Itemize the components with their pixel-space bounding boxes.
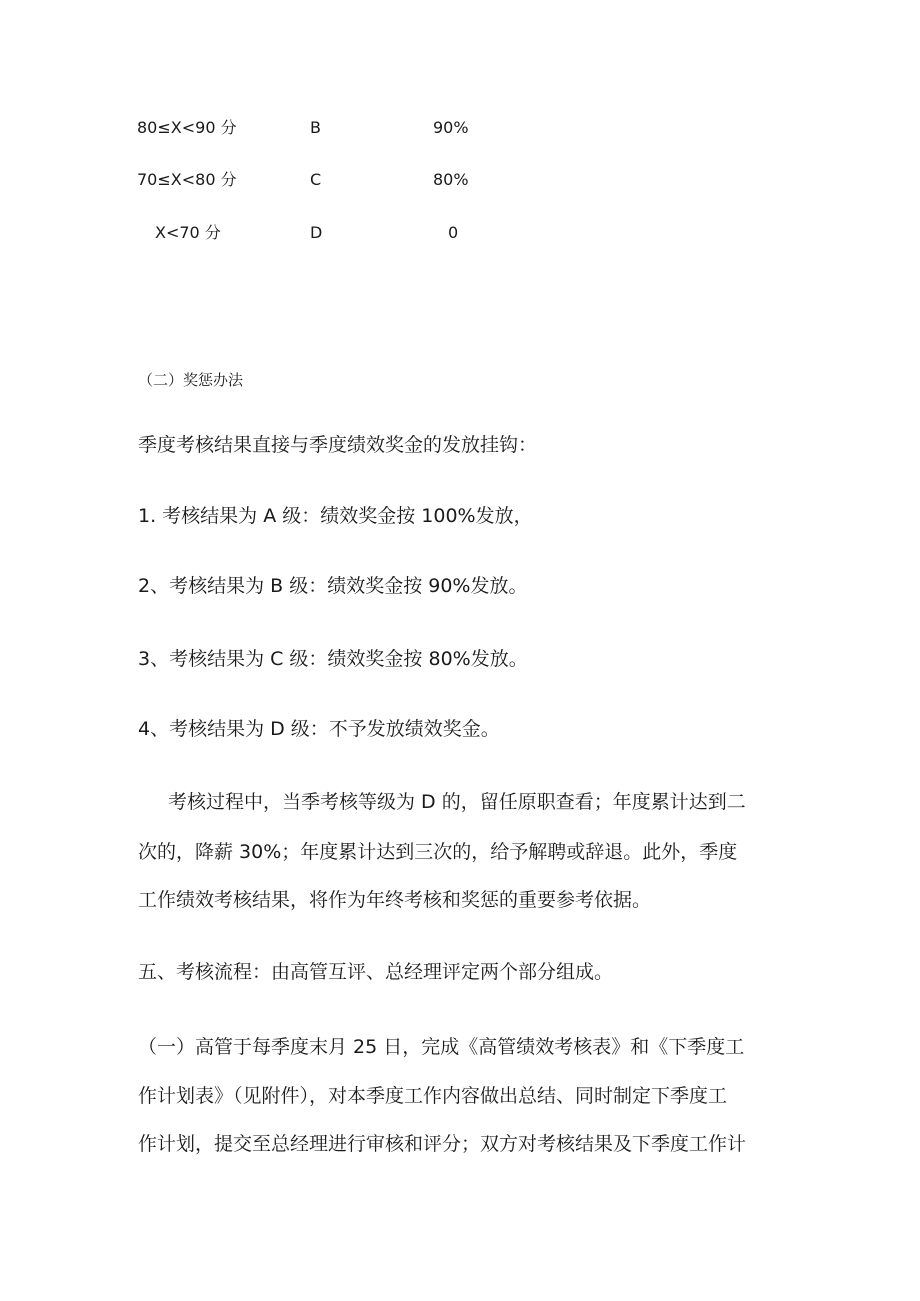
rewards-note-line-2: 次的，降薪 30%；年度累计达到三次的，给予解聘或辞退。此外，季度 (138, 841, 738, 863)
rewards-intro: 季度考核结果直接与季度绩效奖金的发放挂钩： (138, 434, 538, 456)
rewards-item-a: 1. 考核结果为 A 级：绩效奖金按 100%发放， (138, 505, 533, 527)
section-title-rewards: （二）奖惩办法 (138, 371, 244, 389)
process-para-line-2: 作计划表》（见附件），对本季度工作内容做出总结、同时制定下季度工 (138, 1085, 728, 1107)
grade-row-c (0, 165, 920, 195)
bonus-ratio: 0 (448, 223, 459, 242)
rewards-note-line-1: 考核过程中，当季考核等级为 D 的，留任原职查看；年度累计达到二 (168, 791, 746, 813)
process-para-line-1: （一）高管于每季度末月 25 日，完成《高管绩效考核表》和《下季度工 (138, 1036, 745, 1058)
grade-row-b (0, 113, 920, 143)
rewards-item-b: 2、考核结果为 B 级：绩效奖金按 90%发放。 (138, 575, 528, 597)
grade-row-d (0, 218, 920, 248)
score-range: 80≤X<90 分 (137, 118, 237, 137)
rewards-item-c: 3、考核结果为 C 级：绩效奖金按 80%发放。 (138, 648, 528, 670)
rewards-item-d: 4、考核结果为 D 级：不予发放绩效奖金。 (138, 718, 500, 740)
grade-letter: D (310, 223, 323, 242)
process-heading: 五、考核流程：由高管互评、总经理评定两个部分组成。 (138, 961, 614, 983)
score-range: X<70 分 (155, 223, 221, 242)
bonus-ratio: 80% (433, 170, 469, 189)
grade-letter: B (310, 118, 321, 137)
bonus-ratio: 90% (433, 118, 469, 137)
rewards-note-line-3: 工作绩效考核结果，将作为年终考核和奖惩的重要参考依据。 (138, 889, 652, 911)
process-para-line-3: 作计划，提交至总经理进行审核和评分；双方对考核结果及下季度工作计 (138, 1133, 747, 1155)
score-range: 70≤X<80 分 (137, 170, 237, 189)
grade-letter: C (310, 170, 322, 189)
